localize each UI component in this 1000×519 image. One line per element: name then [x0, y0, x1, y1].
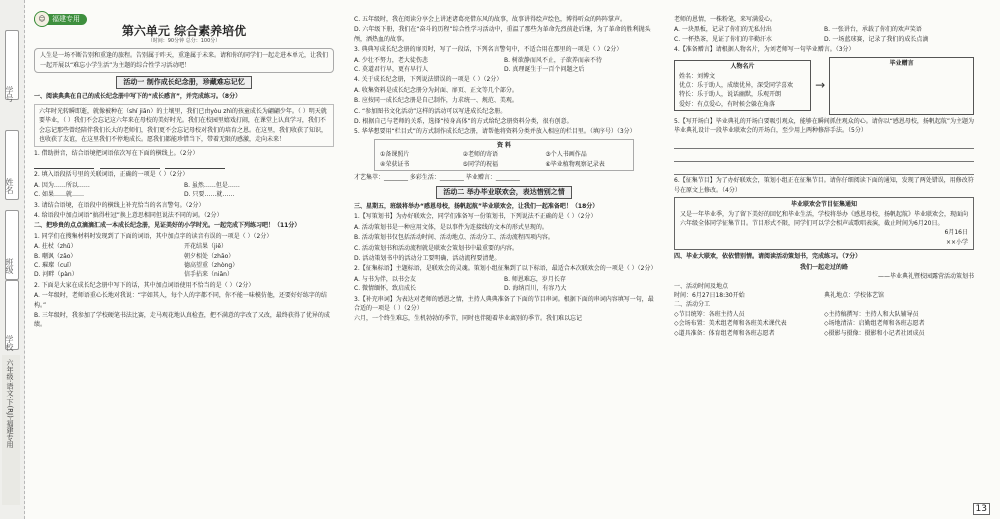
question-14: 5.【写开场白】毕业典礼的开场白要吸引观众，能够在瞬间抓住观众的心。请你以“感恩母校，扬帆起航”为主题为毕业典礼设计一段毕业联欢会的开场白，至少用上两种修辞手法。（5分） [674, 117, 974, 135]
column-right [674, 14, 974, 338]
question-11: 2.【征集标语】主题标语，是联欢会的灵魂。策划小组征集到了以下标语，最适合本次联欢会的一项是（ ）（2分） [354, 265, 657, 273]
region-badge [34, 14, 87, 25]
answer-line[interactable] [100, 161, 160, 169]
resource-item: ③个人书画作品 [545, 151, 587, 159]
resource-item: ⑥毕业植物观察记录表 [545, 160, 605, 168]
plan-item: ◇道具准备：体育组老师和各班志愿者 [674, 329, 775, 337]
option: D. 海纳百川，有容乃大 [504, 285, 567, 293]
resource-item: ④荣获证书 [380, 160, 410, 168]
question-3: 3. 请结合语境，在语段中的横线上补充恰当的名言警句。（2分） [34, 201, 205, 209]
option: D. 只要……就…… [184, 191, 235, 199]
option: B. 树欲静而风不止，子欲养而亲不待 [504, 56, 602, 64]
plan-item: 二、活动分工 [674, 301, 711, 309]
category-fill-line[interactable]: 才艺集萃：________ 多彩生活：________ 毕业赠言：________ [354, 174, 520, 182]
activity-two-banner [354, 186, 654, 199]
time-score-meta: （时间：90分钟 总分：100分） [147, 37, 221, 44]
resource-box [374, 139, 634, 171]
option: A. 收集资料是成长纪念册分为封面、扉页、正文等几个部分。 [354, 86, 518, 94]
option: 开花结果（jiē） [184, 243, 228, 251]
question-6-option-a: A. 一年级时，老师语重心长地对我说：“字如其人，每个人的字都不同，你不能一味模仿他，还要好好练字的结构。” [34, 292, 327, 309]
resource-heading: 资 料 [496, 141, 512, 149]
option: 朝夕相处（zhāo） [184, 252, 235, 260]
plan-item: 一、活动时间及地点 [674, 282, 729, 290]
section-three-heading: 三、星期五，班级将举办“感恩母校，扬帆起航”毕业联欢会，让我们一起准备吧！（18分） [354, 202, 599, 210]
resource-item: ①备课照片 [380, 151, 410, 159]
option: D. 河畔（pàn） [34, 271, 78, 279]
question-6-option-c: C. 五年级时，我在阅读分享会上讲述诸葛亮借东风的故事，故事讲得绘声绘色，博得听众的阵阵掌声。 [354, 16, 627, 23]
option: A. 一块黑板，记录了你们的无私付出 [674, 26, 772, 34]
person-card [674, 60, 811, 111]
option: A. 拄杖（zhǔ） [34, 243, 77, 251]
plan-item: 时间：6月27日18:30开始 [674, 291, 745, 299]
arrow-right-icon: → [815, 77, 826, 92]
option: D. 真理诞生于一百个问题之后 [504, 66, 585, 74]
option: B. 应按同一成长纪念册是自己制作，力求统一、规范、美观。 [354, 97, 518, 105]
question-4: 4. 给语段中加点词语“搞得柱冠”换上意思相同但说法不同的词。（2分） [34, 211, 223, 219]
activity-one-title: 活动一 制作成长纪念册，珍藏难忘记忆 [116, 76, 251, 89]
plan-item: ◇主持稿撰写：主持人和大队辅导员 [824, 310, 919, 318]
plan-subtitle: ——毕业典礼暨校园露营活动策划书 [877, 273, 974, 281]
option: D. 活动策划书中的活动分工要明确，活动流程要清楚。 [354, 254, 501, 262]
card-line: 爱好：有点爱心，有时候会躲在角落 [679, 100, 776, 108]
option: A. 少壮不努力，老大徒伤悲 [354, 56, 428, 64]
mascot-icon: ☺ [34, 11, 50, 27]
side-tag [2, 355, 20, 505]
card-row [674, 57, 974, 115]
card-line: 姓名：刘博文 [679, 72, 716, 80]
question-11-options [354, 275, 654, 294]
option: A. 与书为伴，以书会友 [354, 275, 416, 283]
option: B. 嘲讽（zāo） [34, 252, 77, 260]
question-12-text: 六月，一个终生难忘，生机勃勃的季节，同时也伴随着毕业离别的季节。我们难以忘记 [354, 315, 583, 323]
card-line: 特长：乐于助人，说话幽默，乐观开朗 [679, 91, 782, 99]
side-tag-text: 六年级·语文·下(RJ)·福建专用 [6, 359, 14, 449]
notice-signature: ××小学 [945, 238, 968, 246]
binding-label-student-id: 学号 [5, 86, 14, 102]
page-title: 第六单元 综合素养培优 [121, 24, 247, 39]
plan-heading: 我们一起走过的路 [799, 263, 848, 271]
option: A. 因为……所以…… [34, 181, 90, 189]
option: C. 如果……就…… [34, 191, 85, 199]
gift-words-heading: 毕业赠言 [889, 59, 914, 67]
question-8: 4. 关于成长纪念册，下列说法错误的一项是（ ）（2分） [354, 76, 503, 84]
page-number: 13 [973, 503, 990, 515]
binding-label-class: 班级 [5, 258, 14, 274]
answer-lines [34, 160, 334, 169]
plan-item: ◇场地清洁：启勤组老师和各班志愿者 [824, 320, 925, 328]
option: C. 莫道君行早，更有早行人 [354, 66, 429, 74]
activity-two-title: 活动二 举办毕业联欢会，表达惜别之情 [436, 186, 571, 199]
question-13: 4.【准备赠言】请根据人物名片，为刘老师写一句毕业赠言。（3分） [674, 46, 855, 54]
intro-box: 人生是一场不断告别和重逢的旅程。告别属于昨天，重逢属于未来。请和你的同学们一起走进本单元，让我们一起开展以“难忘小学生活”为主题的综合性学习活动吧！ [34, 48, 334, 73]
question-15: 6.【征集节目】为了办好联欢会，策划小组正在征集节目。请你仔细阅读下面的通知，发现了两处错误，用修改符号在原文上修改。（4分） [674, 177, 974, 194]
badge-label: 福建专用 [52, 15, 80, 23]
plan-item: 典礼地点：学校体艺馆 [824, 291, 885, 299]
question-2-options [34, 181, 334, 200]
option: C. 活动策划书和活动流程就是联欢会策划书中最重要的内容。 [354, 244, 519, 252]
column-middle [354, 14, 657, 325]
binding-label-school: 学校 [5, 335, 14, 351]
question-5: 1. 同学们在搜集材料时发现到了下面的词语，其中加点字的读音有误的一项是（ ）（2分） [34, 232, 273, 240]
binding-label-name: 姓名 [5, 178, 14, 194]
notice-heading: 毕业联欢会节目征集通知 [790, 201, 857, 209]
option: B. 虽然……但是…… [184, 181, 240, 189]
option: 信手拈来（niān） [184, 271, 233, 279]
answer-line[interactable] [34, 161, 94, 169]
plan-box [674, 263, 974, 338]
question-5-options [34, 242, 334, 280]
plan-time-place [674, 291, 974, 300]
plan-item: ◇节目统筹：各班主持人员 [674, 310, 745, 318]
section-two-heading: 二、把珍贵的点点滴滴汇成一本成长纪念册，见证美好的小学时光。一起完成下列练习吧！（11分） [34, 222, 301, 230]
option: C. “参加图书文化活动”这样的活动可以写进成长纪念册。 [354, 107, 507, 115]
writing-line[interactable] [674, 136, 974, 149]
activity-one-banner [34, 76, 334, 89]
question-6-option-d: D. 六年级下册，我们在“奋斗的历程”综合性学习活动中，重温了那些为革命先烈前赴后继，为了革命的胜利抛头颅，洒热血的故事。 [354, 26, 651, 43]
question-12-continued: 老师的恩情，一株粉笔，来写满爱心。 [674, 16, 777, 23]
option: D. 根据自己与老师的关系，选择“按身高体”的方式给纪念册资料分类，很有创意。 [354, 118, 573, 126]
section-four-heading: 四、毕业大联欢，依依惜别情。请阅读活动策划书，完成练习。（7分） [674, 253, 862, 261]
question-7: 3. 典典写成长纪念册的扉页时，写了一段话，下列名言警句中，不适合用在那里的一项是（ ）（2分） [354, 46, 623, 54]
question-2: 2. 填入语段括号里的关联词语，正确的一项是（ ）（2分） [34, 171, 189, 179]
question-12: 3.【补充串词】为表达对老师的感恩之情，主持人典典准备了下面的节目串词。根据下面的串词内容填写一句，最合适的一项是（ ）（2分） [354, 295, 654, 312]
person-card-heading: 人物名片 [730, 63, 755, 71]
section-one-heading: 一、阅读典典在自己的成长纪念册中写下的“成长感言”，并完成练习。（8分） [34, 93, 242, 101]
card-line: 优点：乐于助人，成绩优异，深受同学喜欢 [679, 81, 794, 89]
answer-line[interactable] [165, 161, 225, 169]
gift-words-box[interactable] [829, 57, 974, 115]
notice-date: 6月16日 [944, 229, 968, 237]
column-left [34, 14, 334, 331]
plan-item: ◇会场布置：美术组老师和各班美术课代表 [674, 320, 787, 328]
resource-grid [380, 150, 628, 169]
question-10: 1.【写策划书】为办好联欢会，同学们准备写一份策划书，下列说法不正确的是（ ）（2分） [354, 213, 597, 221]
option: D. 一场蓝球赛，记录了我们的成长点滴 [824, 35, 929, 43]
question-9: 5. 华华想要用“栏目式”的方式制作成长纪念册，请帮他将资料分类并放入相应的栏目里。（填序号）（3分） [354, 128, 636, 136]
notice-body: 又是一年毕业季，为了留下美好的回忆和毕业生活，学校将举办《感恩母校，扬帆起航》毕业联欢会，现面向六年级全体同学征集节目。节目形式不限，同学们可以学会相声或歌唱表演，截止时间为6月20日。 [680, 210, 969, 228]
plan-item: ◇摄影与摄像：摄影和小记者社团成员 [824, 329, 925, 337]
option: C. 一杯热茶，见证了你们的辛勤汗水 [674, 35, 773, 43]
notice-box [674, 197, 974, 250]
resource-item: ②老师的寄语 [462, 151, 499, 159]
question-1: 1. 借助拼音，结合语境把词语依次写在下面的横线上。（2分） [34, 150, 199, 158]
plan-roles [674, 310, 974, 338]
option: C. 微情缅怀，致启成长 [354, 285, 417, 293]
writing-line[interactable] [674, 162, 974, 175]
resource-item: ⑤同学的祝福 [462, 160, 499, 168]
option: B. 活动策划书仅包括活动时间、活动地点、活动分工、活动流程四项内容。 [354, 234, 554, 242]
writing-line[interactable] [674, 149, 974, 162]
question-6: 2. 下面是大家在成长纪念册中写下的话，其中加点词语使用不恰当的是（ ）（2分） [34, 281, 255, 289]
question-7-options [354, 56, 654, 75]
option: B. 师恩难忘，岁月长存 [504, 275, 566, 283]
option: B. 一张讲台，承载了你们的欢声笑语 [824, 26, 922, 34]
option: C. 璀璨（cuǐ） [34, 261, 75, 269]
reading-passage: 六年时光转瞬即逝，就像被种在（shí jiān）的土壤里，我们已由yòu zhì的孩童成长为翩翩少年。（ ）明天就要毕业，（ ）我们不会忘记这六年来在母校的美好时光。我们在校园里嬉戏打闹，在课堂上认真学习，我们不会忘记那些曾经陪伴我们长大的老师们，我们更不会忘记母校对我们的培育之恩。在这里，我们收获了知识，也收获了友谊，在这里我们不停地成长。愿我们都能珍惜当下，带着无限的感激，走向未来！ [34, 104, 334, 148]
question-12-options [674, 25, 974, 44]
option: A. 活动策划书是一种应用文体，是以事件为连接线的文本的形式呈现的。 [354, 223, 548, 231]
question-6-option-b: B. 三年级时，我参加了学校硬笔书法比赛，走马观花地认真检查，把不满意的字改了又改，最终获得了优异的成绩。 [34, 311, 330, 329]
option: 德高望重（zhòng） [184, 261, 239, 269]
